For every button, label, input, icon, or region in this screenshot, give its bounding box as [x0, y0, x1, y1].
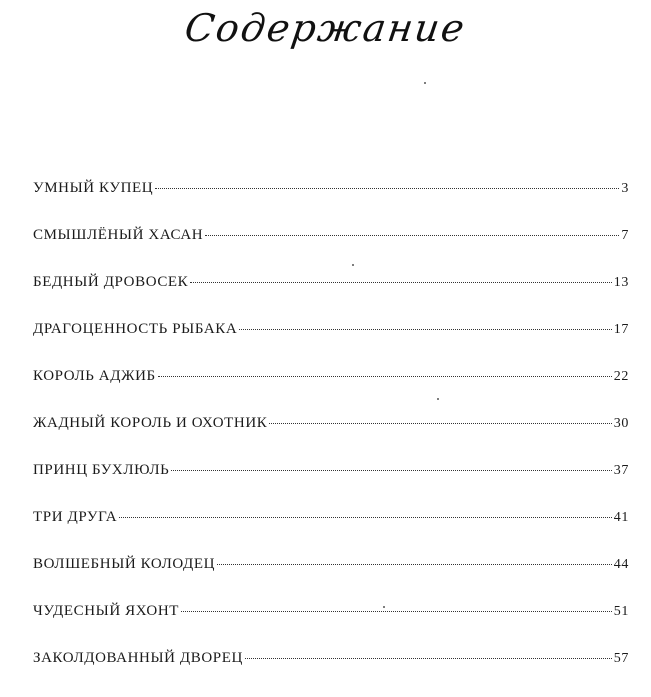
- toc-entry-page: 57: [613, 651, 629, 666]
- toc-entry-page: 17: [613, 322, 629, 337]
- toc-entry[interactable]: [33, 556, 629, 603]
- toc-entry-title: ВОЛШЕБНЫЙ КОЛОДЕЦ: [33, 556, 216, 572]
- toc-entry-page: 22: [613, 369, 629, 384]
- toc-entry[interactable]: [33, 415, 629, 462]
- toc-entry-page: 37: [613, 463, 629, 478]
- toc-entry-page: 30: [613, 416, 629, 431]
- toc-entry-page: 7: [621, 228, 629, 243]
- toc-entry[interactable]: [33, 603, 629, 650]
- scan-speck: [424, 82, 426, 84]
- toc-leader-dots: [217, 564, 612, 565]
- toc-leader-dots: [245, 658, 612, 659]
- toc-entry-title: УМНЫЙ КУПЕЦ: [33, 180, 154, 196]
- toc-entry-title: ЖАДНЫЙ КОРОЛЬ И ОХОТНИК: [33, 415, 268, 431]
- toc-entry-page: 44: [613, 557, 629, 572]
- toc-leader-dots: [181, 611, 612, 612]
- toc-entry[interactable]: [33, 462, 629, 509]
- toc-entry[interactable]: [33, 509, 629, 556]
- toc-entry[interactable]: [33, 650, 629, 697]
- page-title: Содержание: [182, 6, 469, 50]
- toc-leader-dots: [155, 188, 619, 189]
- toc-entry-title: КОРОЛЬ АДЖИБ: [33, 368, 156, 384]
- toc-entry-title: ДРАГОЦЕННОСТЬ РЫБАКА: [33, 321, 238, 337]
- toc-entry[interactable]: [33, 274, 629, 321]
- toc-leader-dots: [269, 423, 611, 424]
- toc-entry-page: 13: [613, 275, 629, 290]
- table-of-contents: [33, 180, 629, 697]
- toc-entry-title: БЕДНЫЙ ДРОВОСЕК: [33, 274, 189, 290]
- toc-entry-page: 3: [621, 181, 629, 196]
- toc-entry-title: ЧУДЕСНЫЙ ЯХОНТ: [33, 603, 180, 619]
- toc-leader-dots: [239, 329, 611, 330]
- toc-leader-dots: [205, 235, 619, 236]
- toc-entry-title: ТРИ ДРУГА: [33, 509, 118, 525]
- toc-leader-dots: [190, 282, 612, 283]
- toc-entry-page: 41: [613, 510, 629, 525]
- toc-leader-dots: [158, 376, 612, 377]
- toc-entry[interactable]: [33, 321, 629, 368]
- toc-entry-title: ПРИНЦ БУХЛЮЛЬ: [33, 462, 170, 478]
- toc-entry[interactable]: [33, 368, 629, 415]
- toc-entry-page: 51: [613, 604, 629, 619]
- toc-entry[interactable]: [33, 227, 629, 274]
- toc-entry[interactable]: [33, 180, 629, 227]
- toc-entry-title: СМЫШЛЁНЫЙ ХАСАН: [33, 227, 204, 243]
- toc-leader-dots: [119, 517, 612, 518]
- toc-entry-title: ЗАКОЛДОВАННЫЙ ДВОРЕЦ: [33, 650, 243, 666]
- toc-leader-dots: [171, 470, 611, 471]
